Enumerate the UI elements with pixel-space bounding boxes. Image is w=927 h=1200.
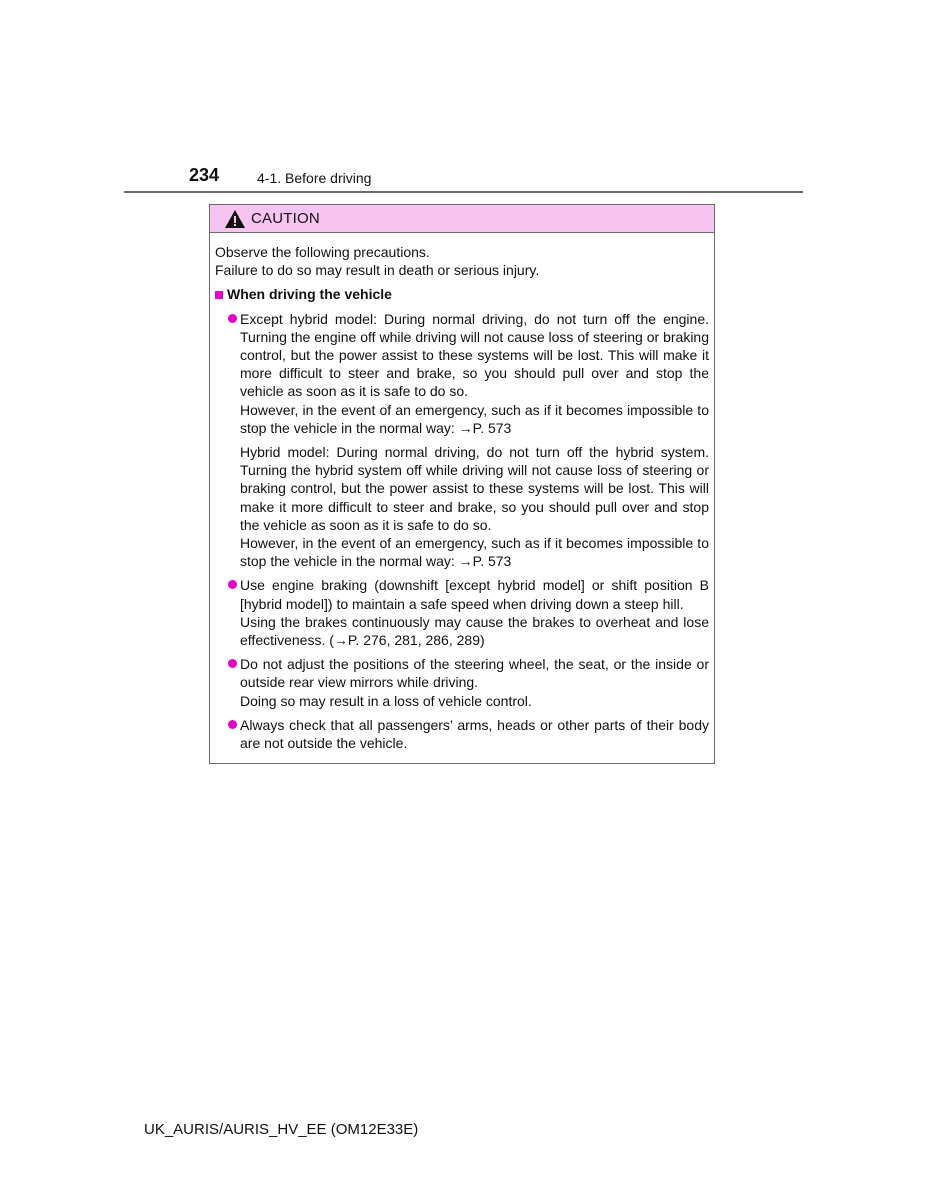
caution-body xyxy=(210,233,714,752)
caution-header xyxy=(210,205,714,233)
warning-triangle-icon xyxy=(224,209,246,229)
page-number: 234 xyxy=(189,165,220,185)
bullet-item xyxy=(215,655,709,710)
caution-box xyxy=(209,204,715,764)
subheading xyxy=(215,285,709,303)
bullet-dot-icon xyxy=(228,580,237,589)
bullet-dot-icon xyxy=(228,720,237,729)
bullet-paragraph: Doing so may result in a loss of vehicle control. xyxy=(240,692,532,709)
intro-line: Failure to do so may result in death or serious injury. xyxy=(215,262,540,279)
bullet-paragraph: Except hybrid model: During normal driving, do not turn off the engine. Turning the engine off while driving will not cause loss of steering or braking control, but the power assist to these systems will be lost. This will make it more difficult to steer and brake, so you should pull over and stop the vehicle as soon as it is safe to do so. xyxy=(240,310,709,400)
bullet-paragraph: Always check that all passengers’ arms, heads or other parts of their body are not outside the vehicle. xyxy=(240,716,709,752)
bullet-paragraph: However, in the event of an emergency, such as if it becomes impossible to stop the vehicle in the normal way: →P. 573 xyxy=(240,535,709,570)
caution-intro xyxy=(215,243,709,279)
bullet-paragraph: Using the brakes continuously may cause the brakes to overheat and lose effectiveness. (→P. 276, 281, 286, 289) xyxy=(240,613,709,649)
bullet-dot-icon xyxy=(228,659,237,668)
section-title: 4-1. Before driving xyxy=(257,170,372,186)
intro-line: Observe the following precautions. xyxy=(215,244,430,260)
bullet-dot-icon xyxy=(228,314,237,323)
bullet-paragraph: However, in the event of an emergency, such as if it becomes impossible to stop the vehicle in the normal way: →P. 573 xyxy=(240,401,709,436)
bullet-item xyxy=(215,576,709,649)
square-bullet-icon xyxy=(215,291,223,299)
bullet-item xyxy=(215,716,709,752)
footer-code: UK_AURIS/AURIS_HV_EE (OM12E33E) xyxy=(144,1121,419,1138)
bullet-paragraph: Hybrid model: During normal driving, do not turn off the hybrid system. Turning the hybrid system off while driving will not cause loss of steering or braking control, but the power assist to these systems will be lost. This will make it more difficult to steer and brake, so you should pull over and stop the vehicle as soon as it is safe to do so. xyxy=(240,444,709,533)
header-divider xyxy=(124,191,803,193)
subheading-label: When driving the vehicle xyxy=(227,286,392,303)
bullet-item xyxy=(215,310,709,571)
caution-label: CAUTION xyxy=(251,209,320,227)
bullet-paragraph: Use engine braking (downshift [except hybrid model] or shift position B [hybrid model]) to maintain a safe speed when driving down a steep hill. xyxy=(240,577,709,612)
bullet-paragraph: Do not adjust the positions of the steering wheel, the seat, or the inside or outside rear view mirrors while driving. xyxy=(240,656,709,691)
